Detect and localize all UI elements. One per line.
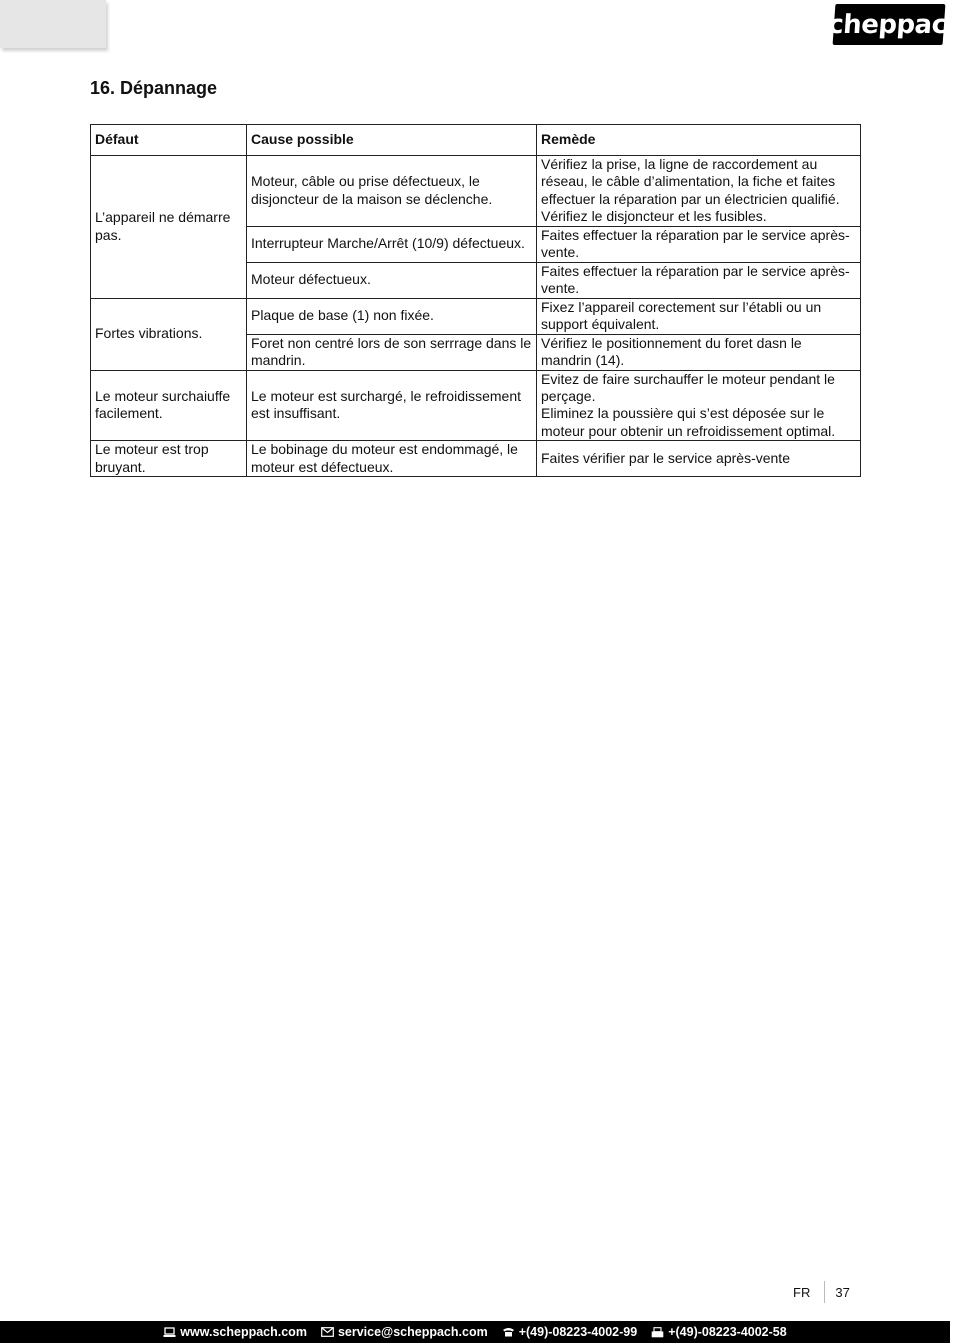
cause-cell: Moteur, câble ou prise défectueux, le disjoncteur de la maison se déclenche. bbox=[247, 156, 537, 227]
fax-icon bbox=[651, 1327, 664, 1338]
header-defaut: Défaut bbox=[91, 125, 247, 156]
cause-cell: Le moteur est surchargé, le refroidissement est insuffisant. bbox=[247, 370, 537, 441]
remede-cell: Faites effectuer la réparation par le service après-vente. bbox=[537, 262, 861, 298]
phone-contact[interactable] bbox=[502, 1325, 638, 1339]
defaut-cell: L’appareil ne démarre pas. bbox=[91, 156, 247, 299]
section-title: 16. Dépannage bbox=[90, 78, 218, 98]
table-row bbox=[91, 441, 861, 477]
remede-line: Evitez de faire surchauffer le moteur pendant le perçage. bbox=[541, 370, 835, 405]
contact-bar bbox=[0, 1321, 950, 1343]
header-remede: Remède bbox=[537, 125, 861, 156]
cause-cell: Moteur défectueux. bbox=[247, 262, 537, 298]
fax-contact[interactable] bbox=[651, 1325, 787, 1339]
header-cause: Cause possible bbox=[247, 125, 537, 156]
corner-tab bbox=[0, 0, 106, 48]
brand-logo: scheppach bbox=[833, 4, 946, 45]
email-contact[interactable] bbox=[321, 1325, 488, 1339]
cause-cell: Plaque de base (1) non fixée. bbox=[247, 298, 537, 334]
page-footer bbox=[793, 1281, 850, 1303]
fax-number[interactable]: +(49)-08223-4002-58 bbox=[668, 1325, 787, 1339]
cause-cell: Le bobinage du moteur est endommagé, le moteur est défectueux. bbox=[247, 441, 537, 477]
table-row bbox=[91, 370, 861, 441]
defaut-cell: Fortes vibrations. bbox=[91, 298, 247, 370]
email-icon bbox=[321, 1327, 334, 1337]
website-contact[interactable] bbox=[163, 1325, 307, 1339]
page-number: 37 bbox=[835, 1284, 850, 1300]
language-code: FR bbox=[793, 1284, 811, 1300]
table-header-row bbox=[91, 125, 861, 156]
remede-cell: Vérifiez le positionnement du foret dasn le mandrin (14). bbox=[537, 334, 861, 370]
computer-icon bbox=[163, 1327, 176, 1338]
table-row bbox=[91, 298, 861, 334]
cause-cell: Interrupteur Marche/Arrêt (10/9) défectueux. bbox=[247, 226, 537, 262]
website-link[interactable]: www.scheppach.com bbox=[180, 1325, 307, 1339]
remede-line: Eliminez la poussière qui s’est déposée sur le moteur pour obtenir un refroidissement optimal. bbox=[541, 405, 836, 439]
remede-cell: Faites effectuer la réparation par le service après-vente. bbox=[537, 226, 861, 262]
email-link[interactable]: service@scheppach.com bbox=[337, 1325, 488, 1339]
table-row bbox=[91, 156, 861, 227]
remede-cell: Fixez l’appareil corectement sur l’établi ou un support équivalent. bbox=[537, 298, 861, 334]
troubleshooting-table bbox=[90, 124, 861, 477]
remede-cell: Faites vérifier par le service après-vente bbox=[537, 441, 861, 477]
phone-icon bbox=[502, 1327, 515, 1337]
cause-cell: Foret non centré lors de son serrrage dans le mandrin. bbox=[247, 334, 537, 370]
remede-cell: Vérifiez la prise, la ligne de raccordement au réseau, le câble d’alimentation, la fiche et faites effectuer la réparation par un électricien qualifié. Vérifiez le disjoncteur et les fusibles. bbox=[537, 156, 861, 227]
defaut-cell: Le moteur surchaiuffe facilement. bbox=[91, 370, 247, 441]
phone-number[interactable]: +(49)-08223-4002-99 bbox=[518, 1325, 638, 1339]
remede-cell bbox=[537, 370, 861, 441]
defaut-cell: Le moteur est trop bruyant. bbox=[91, 441, 247, 477]
